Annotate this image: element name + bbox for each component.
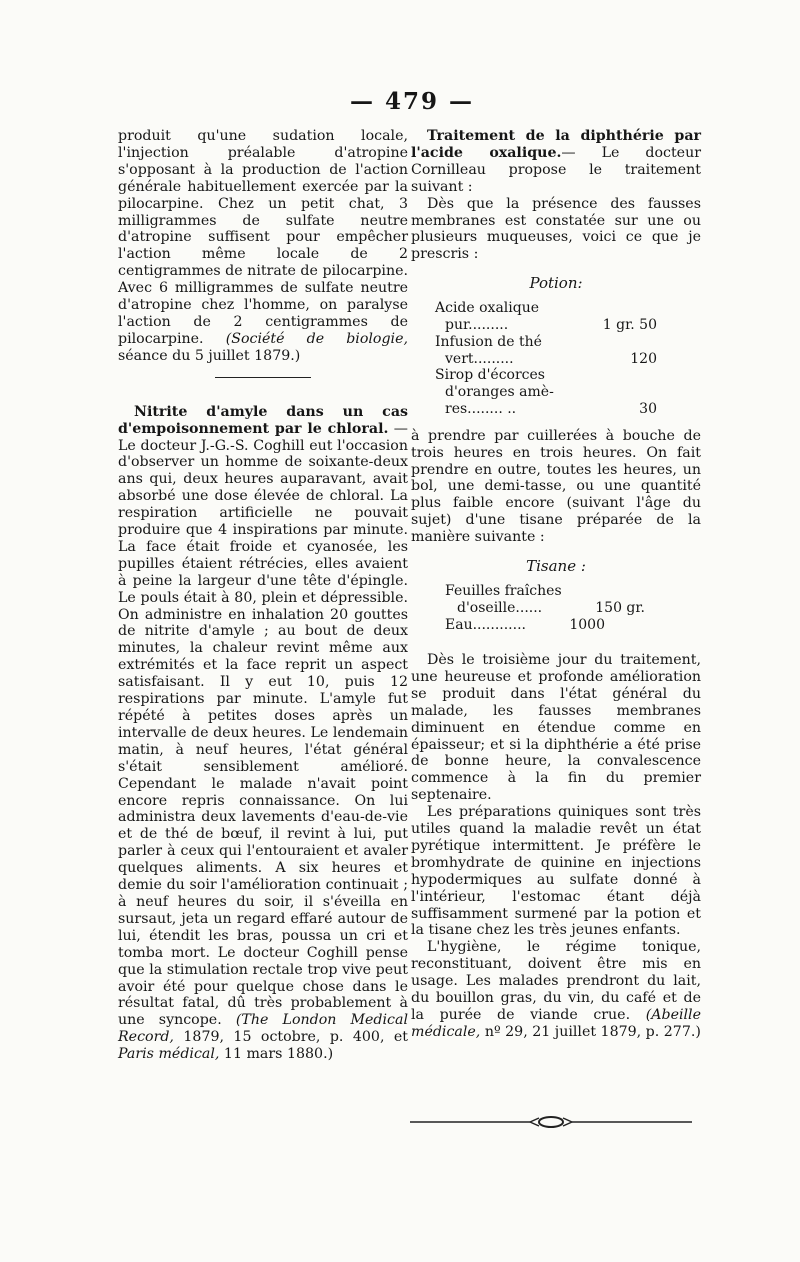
amount: 1 gr. 50 (602, 316, 657, 333)
article-diphtherie (411, 128, 701, 196)
amount: 1000 (569, 616, 605, 633)
potion-heading: Potion: (529, 274, 583, 293)
amount: 30 (639, 400, 657, 417)
ingredient: Sirop d'écorces (435, 367, 545, 384)
tisane-heading: Tisane : (526, 557, 586, 576)
paragraph: Dès le troisième jour du traitement, une heureuse et profonde amélioration se produit dans l'état général du malade, les fausses membranes diminuent en étendue comme en épaisseur; et si la diphthérie a été prise de bonne heure, la convalescence commence à la fin du premier septenaire. (411, 651, 701, 804)
paragraph: Les préparations quiniques sont très utiles quand la maladie revêt un état pyrétique intermittent. Je préfère le bromhydrate de quinine en injections hypodermiques au sulfate donné à l'intérieur, l'estomac étant déjà suffisamment surmené par la potion et la tisane chez les très jeunes enfants. (411, 804, 701, 939)
paragraph-text: L'hygiène, le régime tonique, reconstituant, doivent être mis en usage. Les malades prendront du lait, du bouillon gras, du vin, du café et de la purée de viande crue. (411, 939, 701, 1024)
article-title: Traitement de la diphthérie par l'acide oxalique. (411, 128, 701, 161)
ingredient: res........ .. (445, 400, 517, 417)
amount: 150 gr. (595, 599, 645, 616)
page-number: — 479 — (350, 88, 475, 115)
article-intro: — Le docteur Cornilleau propose le traitement suivant : (411, 144, 701, 195)
paragraph (411, 939, 701, 1040)
citation-date: 11 mars 1880.) (219, 1046, 334, 1063)
citation-date: séance du 5 juillet 1879.) (118, 347, 301, 364)
potion-recipe (435, 300, 657, 418)
ingredient: pur......... (445, 316, 509, 333)
ingredient: Acide oxalique (435, 300, 540, 317)
article-chloral (118, 404, 408, 1063)
left-column (118, 128, 408, 1063)
ingredient: d'oranges amè- (445, 384, 554, 401)
tisane-recipe (445, 583, 645, 634)
ingredient: Eau............ (445, 616, 526, 633)
ingredient: Feuilles fraîches (445, 582, 562, 599)
citation-date: 1879, 15 octobre, p. 400, et (173, 1029, 408, 1046)
citation: Paris médical, (118, 1046, 220, 1063)
citation: (Abeille médicale, (411, 1007, 701, 1040)
end-ornament (410, 1112, 692, 1132)
right-column (411, 128, 701, 1041)
citation: (Société de biologie, (225, 330, 408, 347)
section-divider (215, 377, 311, 378)
article-title: Nitrite d'amyle dans un cas d'empoisonnement par le chloral. (118, 403, 408, 437)
paragraph: Dès que la présence des fausses membranes est constatée sur une ou plusieurs muqueuses, voici ce que je prescris : (411, 195, 701, 263)
ingredient: d'oseille...... (457, 599, 543, 616)
citation-date: nº 29, 21 juillet 1879, p. 277.) (480, 1023, 701, 1040)
ingredient: vert......... (445, 350, 514, 367)
ingredient: Infusion de thé (435, 333, 542, 350)
amount: 120 (630, 350, 657, 367)
article-text: — Le docteur J.-G.-S. Coghill eut l'occasion d'observer un homme de soixante-deux ans qui, deux heures auparavant, avait absorbé une dose élevée de chloral. La respiration artificielle ne pouvait produire que 4 inspirations par minute. La face était froide et cyanosée, les pupilles étaient rétrécies, elles avaient à peine la largeur d'une tête d'épingle. Le pouls était à 80, plein et dépressible. On administre en inhalation 20 gouttes de nitrite d'amyle ; au bout de deux minutes, la chaleur revint même aux extrémités et la face reprit un aspect satisfaisant. Il y eut 10, puis 12 respirations par minute. L'amyle fut répété à petites doses après un intervalle de deux heures. Le lendemain matin, à neuf heures, l'état général s'était sensiblement amélioré. Cependant le malade n'avait point encore repris connaissance. On lui administra deux lavements d'eau-de-vie et de thé de bœuf, il revint à lui, put parler à ceux qui l'entouraient et avaler quelques aliments. A six heures et demie du soir l'amélioration continuait ; à neuf heures du soir, il s'éveilla en sursaut, jeta un regard effaré autour de lui, étendit les bras, poussa un cri et tomba mort. Le docteur Coghill pense que la stimulation rectale trop vive peut avoir été pour quelque chose dans le résultat fatal, dû très probablement à une syncope. (118, 420, 408, 1029)
paragraph-text: produit qu'une sudation locale, l'injection préalable d'atropine s'opposant à la production de l'action générale habituellement exercée par la pilocarpine. Chez un petit chat, 3 milligrammes de sulfate neutre d'atropine suffisent pour empêcher l'action même locale de 2 centigrammes de nitrate de pilocarpine. Avec 6 milligrammes de sulfate neutre d'atropine chez l'homme, on paralyse l'action de 2 centigrammes de pilocarpine. (118, 128, 408, 347)
citation: (The London Medical Record, (118, 1012, 408, 1046)
paragraph: à prendre par cuillerées à bouche de trois heures en trois heures. On fait prendre en outre, toutes les heures, un bol, une demi-tasse, ou une quantité plus faible encore (suivant l'âge du sujet) d'une tisane préparée de la manière suivante : (411, 427, 701, 546)
paragraph-pilocarpine (118, 128, 408, 365)
